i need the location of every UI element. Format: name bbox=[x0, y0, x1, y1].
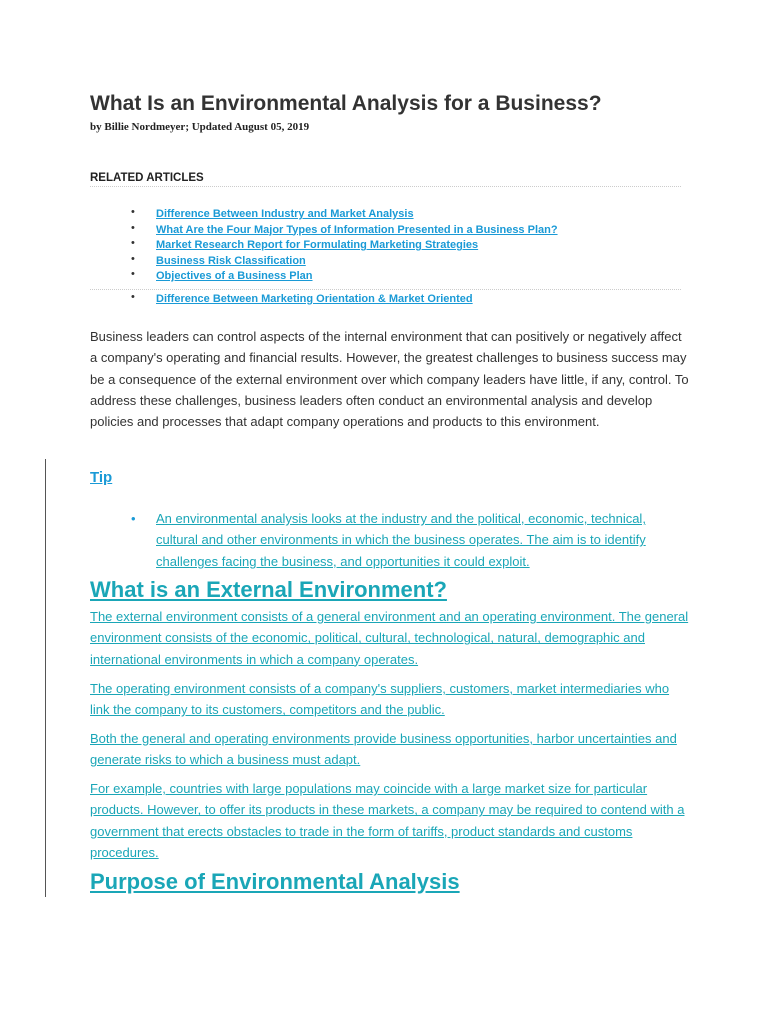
tip-label[interactable]: Tip bbox=[90, 469, 113, 486]
related-article-item bbox=[90, 252, 558, 268]
article-byline: by Billie Nordmeyer; Updated August 05, 2019 bbox=[90, 121, 310, 133]
related-article-link[interactable]: Difference Between Marketing Orientation & Market Oriented bbox=[156, 293, 473, 305]
article-title: What Is an Environmental Analysis for a Business? bbox=[90, 92, 602, 115]
tip-text[interactable]: An environmental analysis looks at the industry and the political, economic, technical, cultural and other environments in which the business operates. The aim is to identify challenges facing the business, and opportunities it could exploit. bbox=[156, 511, 646, 569]
related-article-item bbox=[90, 205, 558, 221]
bullet-icon: • bbox=[131, 291, 135, 303]
external-paragraph[interactable]: The operating environment consists of a company's suppliers, customers, market intermediaries who link the company to its customers, competitors and the public. bbox=[90, 681, 670, 718]
bullet-icon: • bbox=[131, 268, 135, 280]
related-article-link[interactable]: Objectives of a Business Plan bbox=[156, 270, 313, 282]
related-article-item bbox=[90, 236, 558, 252]
bullet-icon: • bbox=[131, 221, 135, 234]
external-paragraph[interactable]: The external environment consists of a general environment and an operating environment. The general environment consists of the economic, political, cultural, technological, natural, demographic and international environments in which a company operates. bbox=[90, 609, 689, 667]
related-articles-list bbox=[90, 205, 558, 283]
related-article-link[interactable]: Market Research Report for Formulating Marketing Strategies bbox=[156, 239, 479, 251]
related-article-link[interactable]: What Are the Four Major Types of Information Presented in a Business Plan? bbox=[156, 223, 558, 236]
related-article-item bbox=[90, 221, 558, 237]
related-articles-extra-list bbox=[90, 290, 473, 306]
bullet-icon: • bbox=[131, 252, 135, 265]
related-divider-top bbox=[90, 186, 681, 187]
related-article-link[interactable]: Difference Between Industry and Market Analysis bbox=[156, 208, 414, 220]
intro-paragraph: Business leaders can control aspects of the internal environment that can positively or negatively affect a company's operating and financial results. However, the greatest challenges to business success may be a consequence of the external environment over which company leaders have little, if any, control. To address these challenges, business leaders often conduct an environmental analysis and develop policies and processes that adapt company operations and products to this environment. bbox=[90, 329, 689, 430]
related-article-item bbox=[90, 290, 473, 306]
tip-item bbox=[90, 508, 680, 572]
external-paragraph[interactable]: Both the general and operating environments provide business opportunities, harbor uncertainties and generate risks to which a business must adapt. bbox=[90, 731, 677, 768]
bullet-icon: • bbox=[131, 206, 135, 218]
related-articles-heading: RELATED ARTICLES bbox=[90, 172, 204, 184]
margin-rule bbox=[45, 459, 46, 897]
bullet-icon: • bbox=[131, 511, 136, 526]
external-environment-heading[interactable]: What is an External Environment? bbox=[90, 577, 447, 602]
purpose-heading[interactable]: Purpose of Environmental Analysis bbox=[90, 869, 460, 894]
bullet-icon: • bbox=[131, 237, 135, 249]
related-article-link[interactable]: Business Risk Classification bbox=[156, 254, 306, 267]
external-paragraph[interactable]: For example, countries with large populations may coincide with a large market size for particular products. However, to offer its products in these markets, a company may be required to contend with a government that erects obstacles to trade in the form of tariffs, product standards and customs procedures. bbox=[90, 781, 685, 860]
related-article-item bbox=[90, 267, 558, 283]
